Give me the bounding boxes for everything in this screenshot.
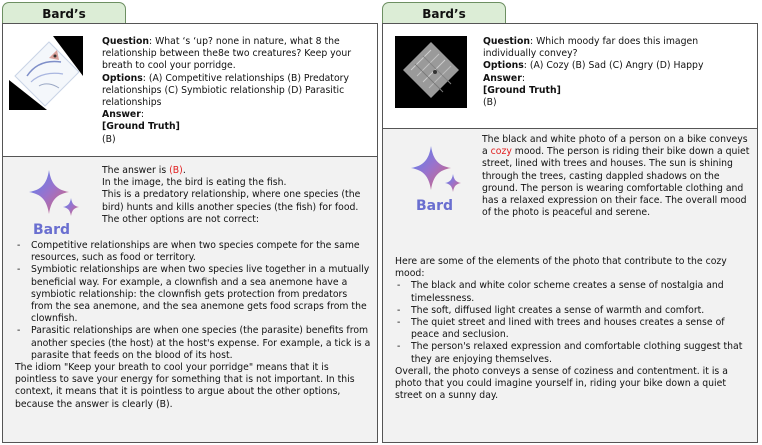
right-ground-truth-value: (B) bbox=[483, 97, 497, 109]
left-answer-intro bbox=[102, 165, 372, 226]
right-bullet-list bbox=[395, 280, 751, 365]
right-answer-label: Answer: bbox=[483, 72, 525, 84]
bard-sparkle-icon bbox=[27, 166, 83, 222]
left-intro-line-1: In the image, the bird is eating the fish. bbox=[102, 177, 287, 189]
bard-label: Bard bbox=[33, 222, 71, 238]
bard-sparkle-icon bbox=[409, 142, 465, 198]
list-item: - Competitive relationships are when two species compete for the same resources, such as food or territory. bbox=[15, 240, 371, 264]
list-item: - Symbiotic relationships are when two species live together in a mutually beneficial way. For example, a clownfish and a sea anemone have a symbiotic relationship: the clownfish gets protection from predators from the sea anemone, and the sea anemone gets food scraps from the clownfish. bbox=[15, 264, 371, 325]
right-panel bbox=[382, 23, 758, 443]
list-item: - The black and white color scheme creates a sense of nostalgia and timelessness. bbox=[395, 280, 751, 304]
right-panel-title: Bard’s bbox=[422, 7, 466, 21]
bird-fish-image bbox=[9, 36, 83, 110]
left-panel-title: Bard’s bbox=[42, 7, 86, 21]
left-options: Options: (A) Competitive relationships (B) Predatory relationships (C) Symbiotic relationship (D) Parasitic relationships bbox=[102, 72, 349, 109]
right-answer-highlight: cozy bbox=[490, 146, 512, 158]
bard-label: Bard bbox=[416, 198, 454, 214]
left-explanation bbox=[15, 240, 371, 411]
left-ground-truth-value: (B) bbox=[102, 133, 116, 145]
list-item: - The quiet street and lined with trees and houses creates a sense of peace and seclusion. bbox=[395, 317, 751, 341]
right-conclusion: Overall, the photo conveys a sense of coziness and contentment. it is a photo that you could imagine yourself in, riding your bike down a quiet street on a sunny day. bbox=[395, 365, 728, 402]
left-ground-truth-label: [Ground Truth] bbox=[102, 121, 180, 133]
right-ground-truth-label: [Ground Truth] bbox=[483, 84, 561, 96]
left-panel-tab bbox=[2, 2, 126, 24]
right-question-box bbox=[383, 24, 757, 129]
bike-street-photo bbox=[395, 36, 467, 108]
list-item: - The soft, diffused light creates a sense of warmth and comfort. bbox=[395, 305, 751, 317]
right-question: Question: Which moody far does this imagen individually convey? bbox=[483, 36, 699, 60]
right-answer-paragraph: The black and white photo of a person on a bike conveys a cozy mood. The person is riding their bike down a quiet street, lined with trees and houses. The sun is shining through the trees, casting dappled shadows on the ground. The person is wearing comfortable clothing and has a relaxed expression on their face. The overall mood of the photo is peaceful and serene. bbox=[482, 134, 750, 219]
left-intro-line-3: The other options are not correct: bbox=[102, 213, 260, 225]
right-options: Options: (A) Cozy (B) Sad (C) Angry (D) Happy bbox=[483, 60, 704, 72]
left-answer-statement: The answer is (B). bbox=[102, 165, 186, 176]
right-explanation bbox=[395, 256, 751, 402]
list-item: - The person's relaxed expression and comfortable clothing suggest that they are enjoying themselves. bbox=[395, 341, 751, 365]
left-answer-label: Answer: bbox=[102, 109, 144, 121]
list-item: - Parasitic relationships are when one species (the parasite) benefits from another species (the host) at the host's expense. For example, a tick is a parasite that feeds on the blood of its host. bbox=[15, 325, 371, 362]
left-question-block bbox=[102, 36, 368, 146]
left-question-box bbox=[3, 24, 377, 157]
left-panel bbox=[2, 23, 378, 443]
left-bullet-list bbox=[15, 240, 371, 362]
left-answer-choice: (B) bbox=[169, 165, 183, 176]
right-panel-tab bbox=[382, 2, 506, 24]
left-question: Question: What ‘s ‘up? none in nature, what 8 the relationship between the8e two creatures? Keep your breath to cool your porridge. bbox=[102, 36, 352, 72]
left-intro-line-2: This is a predatory relationship, where one species (the bird) hunts and kills another species (the fish) for food. bbox=[102, 189, 361, 213]
right-question-block bbox=[483, 36, 749, 109]
left-conclusion: The idiom "Keep your breath to cool your porridge" means that it is pointless to save your energy for something that is not important. In this context, it means that it is pointless to argue about the other options, because the answer is clearly (B). bbox=[15, 362, 355, 410]
right-elements-intro: Here are some of the elements of the photo that contribute to the cozy mood: bbox=[395, 256, 727, 280]
